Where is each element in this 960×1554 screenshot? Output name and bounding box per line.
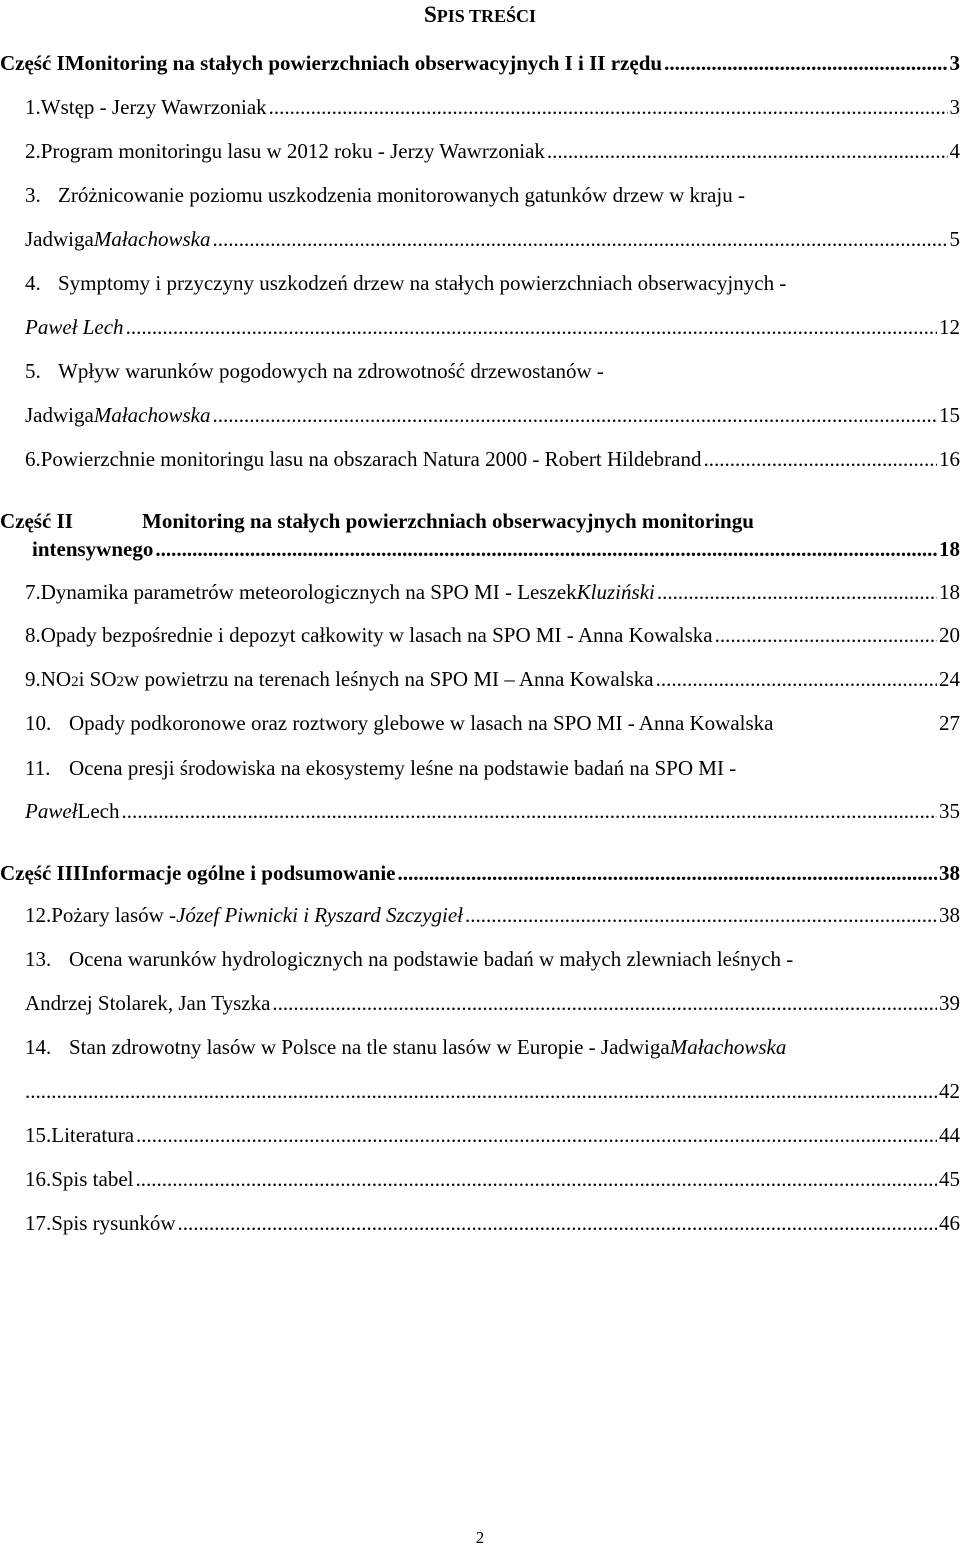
toc-part-1[interactable]	[0, 50, 960, 76]
toc-leader	[25, 1078, 937, 1104]
entry-number: 2.	[25, 139, 41, 163]
entry-author: Jadwiga	[25, 403, 94, 427]
toc-leader	[121, 798, 937, 824]
toc-part-2-line-2[interactable]	[0, 536, 960, 562]
entry-title: Dynamika parametrów meteorologicznych na SPO MI - Leszek	[40, 580, 577, 604]
toc-entry-3-line-1[interactable]	[0, 182, 960, 208]
toc-leader	[547, 138, 948, 164]
entry-number: 4.	[25, 271, 41, 295]
toc-part-2-line-1[interactable]	[0, 508, 960, 534]
entry-title: Ocena warunków hydrologicznych na podstawie badań w małych zlewniach leśnych -	[69, 947, 794, 971]
entry-title-italic: Józef Piwnicki i Ryszard Szczygieł	[176, 903, 464, 927]
entry-number: 3.	[25, 183, 41, 207]
toc-entry-10[interactable]	[0, 710, 960, 736]
entry-number: 1.	[25, 95, 41, 119]
page-number: 3	[949, 51, 960, 75]
toc-entry-11-line-2[interactable]	[0, 798, 960, 824]
part-label: Część II	[0, 509, 73, 533]
page-number: 3	[949, 95, 960, 119]
part-title: Informacje ogólne i podsumowanie	[81, 861, 396, 885]
toc-entry-17[interactable]	[0, 1210, 960, 1236]
entry-number: 7.	[25, 580, 41, 604]
toc-entry-3-line-2[interactable]	[0, 226, 960, 252]
page-number: 18	[939, 537, 960, 561]
entry-title: w powietrzu na terenach leśnych na SPO MI – Anna Kowalska	[124, 667, 654, 691]
toc-entry-6[interactable]	[0, 446, 960, 472]
entry-number: 14.	[25, 1035, 52, 1059]
page-number: 4	[949, 139, 960, 163]
entry-number: 15.	[25, 1123, 52, 1147]
part-title: Monitoring na stałych powierzchniach obserwacyjnych I i II rzędu	[64, 51, 663, 75]
entry-author: Andrzej Stolarek, Jan Tyszka	[25, 991, 271, 1015]
entry-title: Symptomy i przyczyny uszkodzeń drzew na stałych powierzchniach obserwacyjnych -	[58, 271, 787, 295]
page-number: 35	[939, 799, 960, 823]
page-number: 45	[939, 1167, 960, 1191]
toc-entry-15[interactable]	[0, 1122, 960, 1148]
entry-number: 17.	[25, 1211, 52, 1235]
toc-entry-14-line-2[interactable]	[0, 1078, 960, 1104]
entry-title: Wstęp - Jerzy Wawrzoniak	[40, 95, 267, 119]
toc-entry-14-line-1[interactable]	[0, 1034, 960, 1060]
page-footer-number: 2	[475, 1528, 485, 1547]
toc-leader	[212, 226, 947, 252]
toc-part-3[interactable]	[0, 860, 960, 886]
entry-title-italic: Małachowska	[669, 1035, 787, 1059]
toc-entry-7[interactable]	[0, 579, 960, 605]
entry-title: Zróżnicowanie poziomu uszkodzenia monitorowanych gatunków drzew w kraju -	[58, 183, 745, 207]
page-number: 16	[939, 447, 960, 471]
entry-author-italic: Małachowska	[93, 403, 211, 427]
entry-number: 13.	[25, 947, 52, 971]
toc-leader	[136, 1166, 938, 1192]
entry-title: Program monitoringu lasu w 2012 roku - Jerzy Wawrzoniak	[40, 139, 545, 163]
entry-number: 12.	[25, 903, 52, 927]
part-label: Część III	[0, 861, 82, 885]
entry-number: 8.	[25, 623, 41, 647]
entry-title-italic: Kluziński	[576, 580, 655, 604]
toc-leader	[703, 446, 937, 472]
entry-author-italic: Paweł	[25, 799, 78, 823]
part-title: Monitoring na stałych powierzchniach obserwacyjnych monitoringu	[142, 509, 754, 533]
toc-entry-9[interactable]: 9. NO 2 i SO 2 w powietrzu na terenach leśnych na SPO MI – Anna Kowalska ..... 24	[0, 666, 960, 692]
toc-leader	[178, 1210, 937, 1236]
entry-title: Literatura	[51, 1123, 135, 1147]
entry-author-italic: Małachowska	[93, 227, 211, 251]
page-number: 12	[939, 315, 960, 339]
toc-leader	[155, 536, 937, 562]
entry-number: 9.	[25, 667, 41, 691]
entry-title-no: NO	[40, 667, 72, 691]
toc-leader	[465, 902, 937, 928]
page-number: 44	[939, 1123, 960, 1147]
toc-entry-1[interactable]	[0, 94, 960, 120]
page-title: SPIS TREŚCI	[423, 2, 536, 27]
entry-author: Jadwiga	[25, 227, 94, 251]
toc-leader	[656, 666, 937, 692]
page-number: 24	[939, 667, 960, 691]
page-number: 38	[939, 861, 960, 885]
page-number: 27	[939, 711, 960, 735]
toc-leader	[272, 990, 937, 1016]
toc-leader	[657, 579, 937, 605]
toc-entry-11-line-1[interactable]	[0, 755, 960, 781]
page-number: 5	[949, 227, 960, 251]
entry-title: Powierzchnie monitoringu lasu na obszarach Natura 2000 - Robert Hildebrand	[40, 447, 702, 471]
toc-entry-5-line-1[interactable]	[0, 358, 960, 384]
page-number: 38	[939, 903, 960, 927]
entry-title-so: i SO	[78, 667, 117, 691]
page-number: 42	[939, 1079, 960, 1103]
page-number: 46	[939, 1211, 960, 1235]
toc-entry-4-line-2[interactable]	[0, 314, 960, 340]
toc-entry-4-line-1[interactable]	[0, 270, 960, 296]
toc-entry-8[interactable]	[0, 622, 960, 648]
entry-title: Ocena presji środowiska na ekosystemy leśne na podstawie badań na SPO MI -	[69, 756, 737, 780]
entry-number: 11.	[25, 756, 51, 780]
entry-title: Spis rysunków	[51, 1211, 176, 1235]
toc-leader	[715, 622, 937, 648]
entry-title: Pożary lasów -	[51, 903, 177, 927]
entry-author: Lech	[77, 799, 120, 823]
entry-title: Spis tabel	[51, 1167, 134, 1191]
toc-entry-16[interactable]	[0, 1166, 960, 1192]
toc-entry-13-line-2[interactable]	[0, 990, 960, 1016]
toc-leader	[212, 402, 937, 428]
entry-title: Opady podkoronowe oraz roztwory glebowe w lasach na SPO MI - Anna Kowalska	[69, 711, 774, 735]
entry-title: Wpływ warunków pogodowych na zdrowotność drzewostanów -	[58, 359, 604, 383]
entry-number: 10.	[25, 711, 52, 735]
toc-leader	[126, 314, 937, 340]
entry-author-italic: Paweł Lech	[25, 315, 124, 339]
page-number: 18	[939, 580, 960, 604]
entry-number: 6.	[25, 447, 41, 471]
part-label: Część I	[0, 51, 65, 75]
toc-entry-5-line-2[interactable]	[0, 402, 960, 428]
toc-entry-13-line-1[interactable]	[0, 946, 960, 972]
toc-leader	[136, 1122, 937, 1148]
page-number: 15	[939, 403, 960, 427]
toc-leader	[269, 94, 948, 120]
toc-entry-2[interactable]	[0, 138, 960, 164]
entry-title: Stan zdrowotny lasów w Polsce na tle stanu lasów w Europie - Jadwiga	[69, 1035, 670, 1059]
part-title: intensywnego	[32, 537, 154, 561]
entry-title: Opady bezpośrednie i depozyt całkowity w lasach na SPO MI - Anna Kowalska	[40, 623, 713, 647]
toc-leader	[398, 860, 938, 886]
entry-number: 5.	[25, 359, 41, 383]
toc-entry-12[interactable]	[0, 902, 960, 928]
entry-number: 16.	[25, 1167, 52, 1191]
page-number: 20	[939, 623, 960, 647]
toc-leader	[664, 50, 947, 76]
page-number: 39	[939, 991, 960, 1015]
